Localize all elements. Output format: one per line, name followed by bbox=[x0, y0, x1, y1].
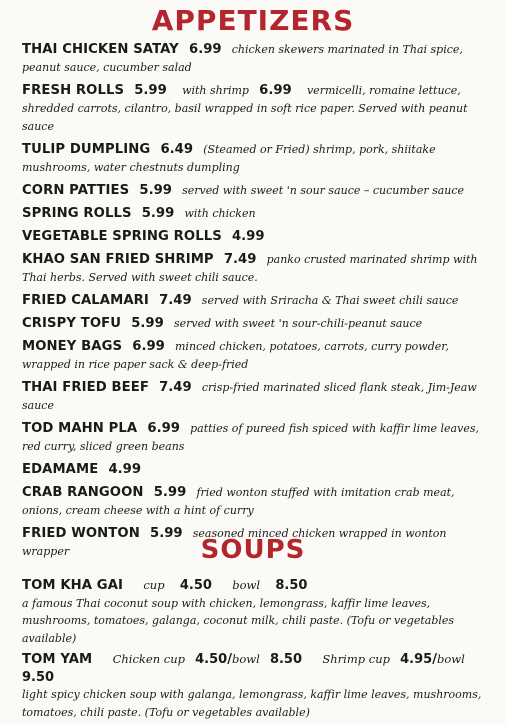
size-label: Shrimp cup bbox=[322, 652, 390, 666]
item-name: TULIP DUMPLING bbox=[22, 142, 151, 157]
item-price: 6.99 bbox=[147, 421, 180, 436]
item-name: FRIED WONTON bbox=[22, 526, 140, 541]
soups-list bbox=[22, 576, 496, 724]
item-price: 4.99 bbox=[108, 462, 142, 477]
item-variant: with shrimp bbox=[182, 84, 249, 97]
menu-item bbox=[22, 337, 492, 373]
item-name: SPRING ROLLS bbox=[22, 206, 132, 221]
item-description: minced chicken, potatoes, carrots, curry powder, wrapped in rice paper sack & deep-fried bbox=[22, 340, 449, 371]
item-description: panko crusted marinated shrimp with Thai herbs. Served with sweet chili sauce. bbox=[22, 253, 478, 284]
item-price: 7.49 bbox=[159, 380, 192, 395]
item-name: THAI FRIED BEEF bbox=[22, 380, 149, 395]
soups-heading: SOUPS bbox=[200, 535, 306, 565]
item-name: TOD MAHN PLA bbox=[22, 421, 138, 436]
menu-item bbox=[22, 483, 492, 519]
menu-item bbox=[22, 227, 492, 245]
item-description: a famous Thai coconut soup with chicken, lemongrass, kaffir lime leaves, mushrooms, tomatoes, galanga, coconut milk, chili paste. (Tofu or vegetables available) bbox=[22, 596, 455, 645]
item-name: FRIED CALAMARI bbox=[22, 293, 149, 308]
appetizers-heading: APPETIZERS bbox=[151, 4, 355, 37]
item-price: 5.99 bbox=[150, 526, 183, 541]
menu-item bbox=[22, 419, 492, 455]
item-description: vermicelli, romaine lettuce, shredded carrots, cilantro, basil wrapped in soft rice paper. Served with peanut sauce bbox=[22, 84, 468, 133]
size-label: bowl bbox=[232, 578, 261, 592]
item-price: 4.50/ bbox=[195, 652, 232, 667]
item-description: chicken skewers marinated in Thai spice, peanut sauce, cucumber salad bbox=[22, 43, 463, 74]
size-label: bowl bbox=[231, 652, 260, 666]
item-description: fried wonton stuffed with imitation crab meat, onions, cream cheese with a hint of curry bbox=[22, 486, 455, 517]
item-name: TOM YAM bbox=[22, 652, 93, 667]
item-name: TOM KHA GAI bbox=[22, 578, 124, 593]
item-name: CORN PATTIES bbox=[22, 183, 130, 198]
item-name: KHAO SAN FRIED SHRIMP bbox=[22, 252, 214, 267]
item-price: 7.49 bbox=[223, 252, 257, 267]
item-description: seasoned minced chicken wrapped in wonton wrapper bbox=[22, 527, 447, 558]
item-description: light spicy chicken soup with galanga, lemongrass, kaffir lime leaves, mushrooms, tomatoes, chili paste. (Tofu or vegetables available) bbox=[22, 688, 482, 719]
menu-item bbox=[22, 40, 492, 76]
menu-item bbox=[22, 576, 496, 646]
item-name: THAI CHICKEN SATAY bbox=[22, 42, 179, 57]
item-name: MONEY BAGS bbox=[22, 339, 123, 354]
item-price: 4.95/ bbox=[400, 652, 437, 667]
item-name: CRISPY TOFU bbox=[22, 316, 122, 331]
item-price: 6.99 bbox=[189, 42, 222, 57]
item-price: 5.99 bbox=[134, 83, 167, 98]
menu-item bbox=[22, 81, 492, 135]
item-name: FRESH ROLLS bbox=[22, 83, 125, 98]
item-price: 7.49 bbox=[159, 293, 192, 308]
item-price: 5.99 bbox=[153, 485, 187, 500]
menu-item bbox=[22, 314, 492, 332]
item-price: 8.50 bbox=[275, 578, 308, 593]
item-description: served with sweet 'n sour-chili-peanut sauce bbox=[173, 317, 423, 330]
appetizers-list bbox=[22, 40, 492, 565]
item-description: (Steamed or Fried) shrimp, pork, shiitake mushrooms, water chestnuts dumpling bbox=[22, 143, 436, 174]
size-label: cup bbox=[143, 578, 165, 592]
item-description: crisp-fried marinated sliced flank steak, Jim-Jeaw sauce bbox=[22, 381, 477, 412]
item-price: 5.99 bbox=[131, 316, 164, 331]
menu-item bbox=[22, 650, 496, 720]
item-description: with chicken bbox=[184, 207, 256, 220]
size-label: bowl bbox=[436, 652, 465, 666]
size-label: Chicken cup bbox=[112, 652, 185, 666]
item-price: 6.49 bbox=[160, 142, 194, 157]
item-name: CRAB RANGOON bbox=[22, 485, 144, 500]
item-description: served with Sriracha & Thai sweet chili sauce bbox=[201, 294, 459, 307]
item-variant-price: 6.99 bbox=[259, 83, 292, 98]
menu-item bbox=[22, 378, 492, 414]
item-description: patties of pureed fish spiced with kaffir lime leaves, red curry, sliced green beans bbox=[22, 422, 479, 453]
item-price: 6.99 bbox=[132, 339, 165, 354]
menu-item bbox=[22, 181, 492, 199]
menu-item bbox=[22, 140, 492, 176]
item-name: EDAMAME bbox=[22, 462, 99, 477]
item-price: 5.99 bbox=[141, 206, 175, 221]
item-price: 4.99 bbox=[232, 229, 265, 244]
menu-item bbox=[22, 250, 492, 286]
item-description: served with sweet 'n sour sauce – cucumber sauce bbox=[182, 184, 465, 197]
item-price: 9.50 bbox=[22, 669, 55, 685]
item-price: 8.50 bbox=[269, 652, 303, 667]
menu-item bbox=[22, 291, 492, 309]
item-price: 5.99 bbox=[139, 183, 172, 198]
item-name: VEGETABLE SPRING ROLLS bbox=[22, 229, 222, 244]
item-price: 4.50 bbox=[179, 578, 212, 593]
menu-item bbox=[22, 204, 492, 222]
menu-item bbox=[22, 460, 492, 478]
